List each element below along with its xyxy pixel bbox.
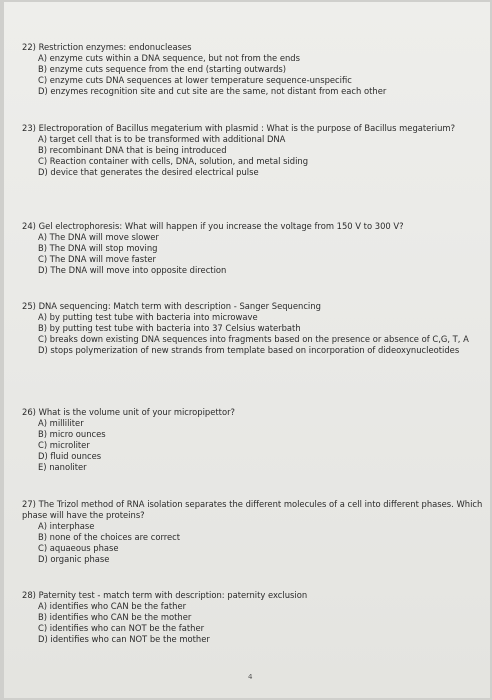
option-a: A) by putting test tube with bacteria into microwave xyxy=(38,312,258,322)
option-c: C) microliter xyxy=(38,440,90,450)
option-a: A) milliliter xyxy=(38,418,84,428)
option-b: B) none of the choices are correct xyxy=(38,532,181,542)
question-28 xyxy=(22,590,484,645)
question-25 xyxy=(22,301,484,356)
option-c: C) The DNA will move faster xyxy=(38,254,156,264)
option-b: B) recombinant DNA that is being introduced xyxy=(38,145,227,155)
option-e: E) nanoliter xyxy=(38,462,87,472)
answer-options xyxy=(22,521,484,565)
option-c: C) Reaction container with cells, DNA, solution, and metal siding xyxy=(38,156,309,166)
question-24 xyxy=(22,221,484,276)
question-text: 25) DNA sequencing: Match term with description - Sanger Sequencing xyxy=(22,301,321,311)
answer-options xyxy=(22,53,484,97)
page-number: 4 xyxy=(248,673,253,681)
option-d: D) The DNA will move into opposite direction xyxy=(38,265,227,275)
option-c: C) enzyme cuts DNA sequences at lower temperature sequence-unspecific xyxy=(38,75,352,85)
option-d: D) device that generates the desired electrical pulse xyxy=(38,167,259,177)
question-text: 28) Paternity test - match term with description: paternity exclusion xyxy=(22,590,308,600)
answer-options xyxy=(22,134,484,178)
option-d: D) stops polymerization of new strands from template based on incorporation of dideoxynucleotides xyxy=(38,345,460,355)
option-b: B) identifies who CAN be the mother xyxy=(38,612,192,622)
question-22 xyxy=(22,42,484,97)
question-23 xyxy=(22,123,484,178)
option-a: A) interphase xyxy=(38,521,95,531)
option-b: B) enzyme cuts sequence from the end (starting outwards) xyxy=(38,64,287,74)
option-a: A) The DNA will move slower xyxy=(38,232,159,242)
option-c: C) breaks down existing DNA sequences into fragments based on the presence or absence of C,G, T, A xyxy=(38,334,469,344)
option-b: B) micro ounces xyxy=(38,429,106,439)
option-c: C) identifies who can NOT be the father xyxy=(38,623,205,633)
question-text: 24) Gel electrophoresis: What will happen if you increase the voltage from 150 V to 300 V? xyxy=(22,221,404,231)
answer-options xyxy=(22,601,484,645)
option-c: C) aquaeous phase xyxy=(38,543,119,553)
answer-options xyxy=(22,232,484,276)
option-a: A) target cell that is to be transformed with additional DNA xyxy=(38,134,286,144)
question-26 xyxy=(22,407,484,473)
option-d: D) organic phase xyxy=(38,554,110,564)
question-text: 27) The Trizol method of RNA isolation separates the different molecules of a cell into different phases. Which phase will have the proteins? xyxy=(22,499,483,520)
option-b: B) The DNA will stop moving xyxy=(38,243,158,253)
option-d: D) identifies who can NOT be the mother xyxy=(38,634,210,644)
question-27 xyxy=(22,499,484,565)
answer-options xyxy=(22,312,484,356)
answer-options xyxy=(22,418,484,473)
option-b: B) by putting test tube with bacteria into 37 Celsius waterbath xyxy=(38,323,301,333)
exam-page xyxy=(4,2,490,698)
question-text: 22) Restriction enzymes: endonucleases xyxy=(22,42,192,52)
option-a: A) enzyme cuts within a DNA sequence, but not from the ends xyxy=(38,53,300,63)
question-text: 23) Electroporation of Bacillus megaterium with plasmid : What is the purpose of Bacillus megaterium? xyxy=(22,123,456,133)
option-d: D) enzymes recognition site and cut site are the same, not distant from each other xyxy=(38,86,387,96)
question-text: 26) What is the volume unit of your micropipettor? xyxy=(22,407,235,417)
option-a: A) identifies who CAN be the father xyxy=(38,601,187,611)
option-d: D) fluid ounces xyxy=(38,451,102,461)
